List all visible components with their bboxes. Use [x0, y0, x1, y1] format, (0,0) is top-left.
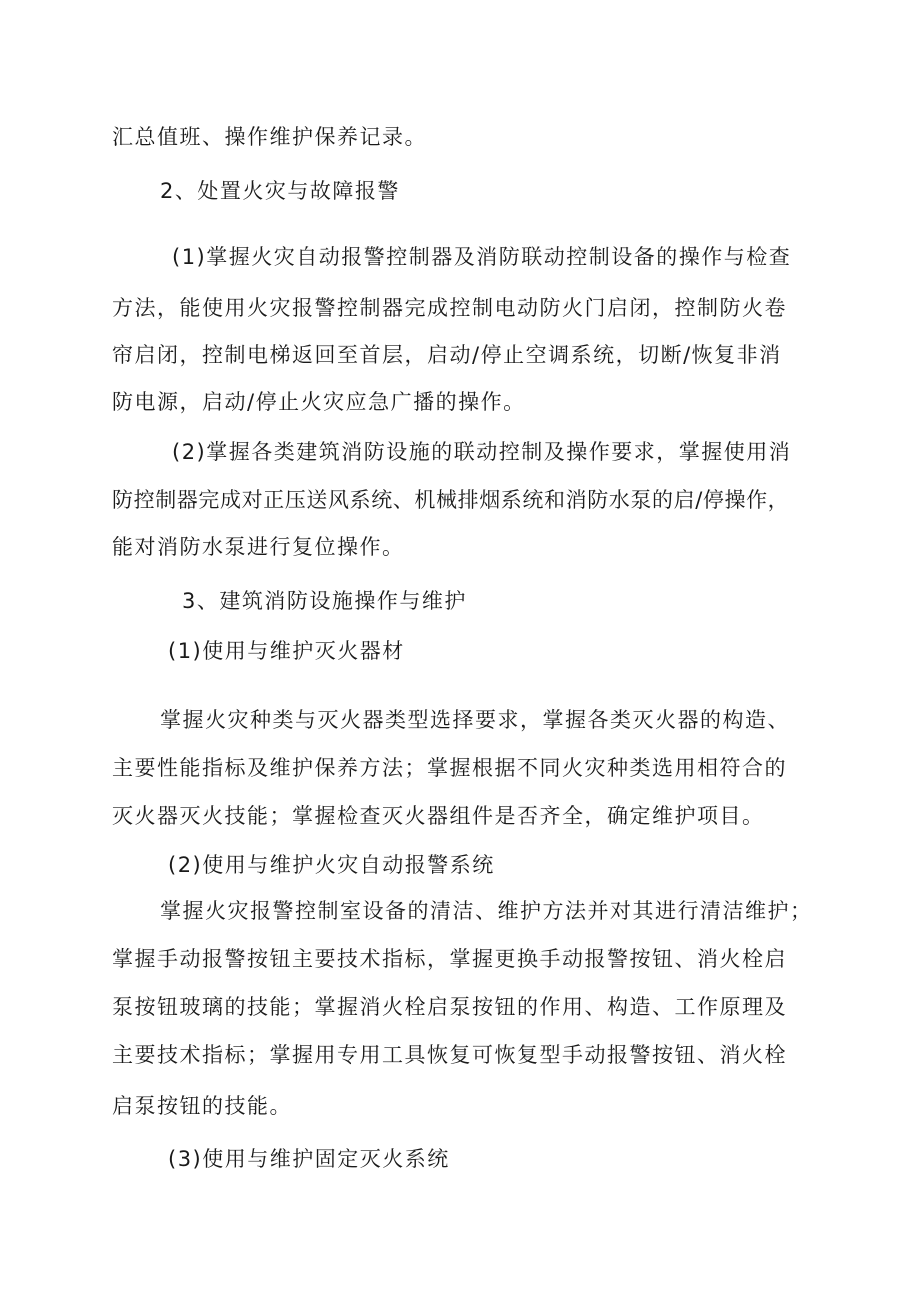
paragraph-line: 启泵按钮的技能。: [112, 1094, 292, 1118]
paragraph-line: 掌握火灾报警控制室设备的清洁、维护方法并对其进行清洁维护；: [160, 899, 813, 923]
paragraph-line: 主要技术指标；掌握用专用工具恢复可恢复型手动报警按钮、消火栓: [112, 1043, 787, 1067]
section-heading: 2、处置火灾与故障报警: [160, 179, 400, 203]
paragraph-line: 防控制器完成对正压送风系统、机械排烟系统和消防水泵的启/停操作，: [112, 488, 790, 512]
paragraph-line: 帘启闭，控制电梯返回至首层，启动/停止空调系统，切断/恢复非消: [112, 343, 782, 367]
paragraph-line: 方法，能使用火灾报警控制器完成控制电动防火门启闭，控制防火卷: [112, 296, 787, 320]
paragraph-line: 灭火器灭火技能；掌握检查灭火器组件是否齐全，确定维护项目。: [112, 804, 765, 828]
paragraph-line: 能对消防水泵进行复位操作。: [112, 535, 405, 559]
text-line: 汇总值班、操作维护保养记录。: [112, 125, 427, 149]
paragraph-line: (1)掌握火灾自动报警控制器及消防联动控制设备的操作与检查: [172, 245, 792, 269]
section-heading: 3、建筑消防设施操作与维护: [182, 589, 467, 613]
paragraph-line: 泵按钮玻璃的技能；掌握消火栓启泵按钮的作用、构造、工作原理及: [112, 995, 787, 1019]
subsection-heading: (1)使用与维护灭火器材: [168, 639, 405, 663]
paragraph-line: 主要性能指标及维护保养方法；掌握根据不同火灾种类选用相符合的: [112, 756, 787, 780]
paragraph-line: 掌握手动报警按钮主要技术指标，掌握更换手动报警按钮、消火栓启: [112, 947, 787, 971]
subsection-heading: (3)使用与维护固定灭火系统: [168, 1147, 450, 1171]
paragraph-line: 掌握火灾种类与灭火器类型选择要求，掌握各类灭火器的构造、: [160, 708, 790, 732]
paragraph-line: (2)掌握各类建筑消防设施的联动控制及操作要求，掌握使用消: [172, 440, 792, 464]
paragraph-line: 防电源，启动/停止火灾应急广播的操作。: [112, 390, 526, 414]
subsection-heading: (2)使用与维护火灾自动报警系统: [168, 853, 495, 877]
